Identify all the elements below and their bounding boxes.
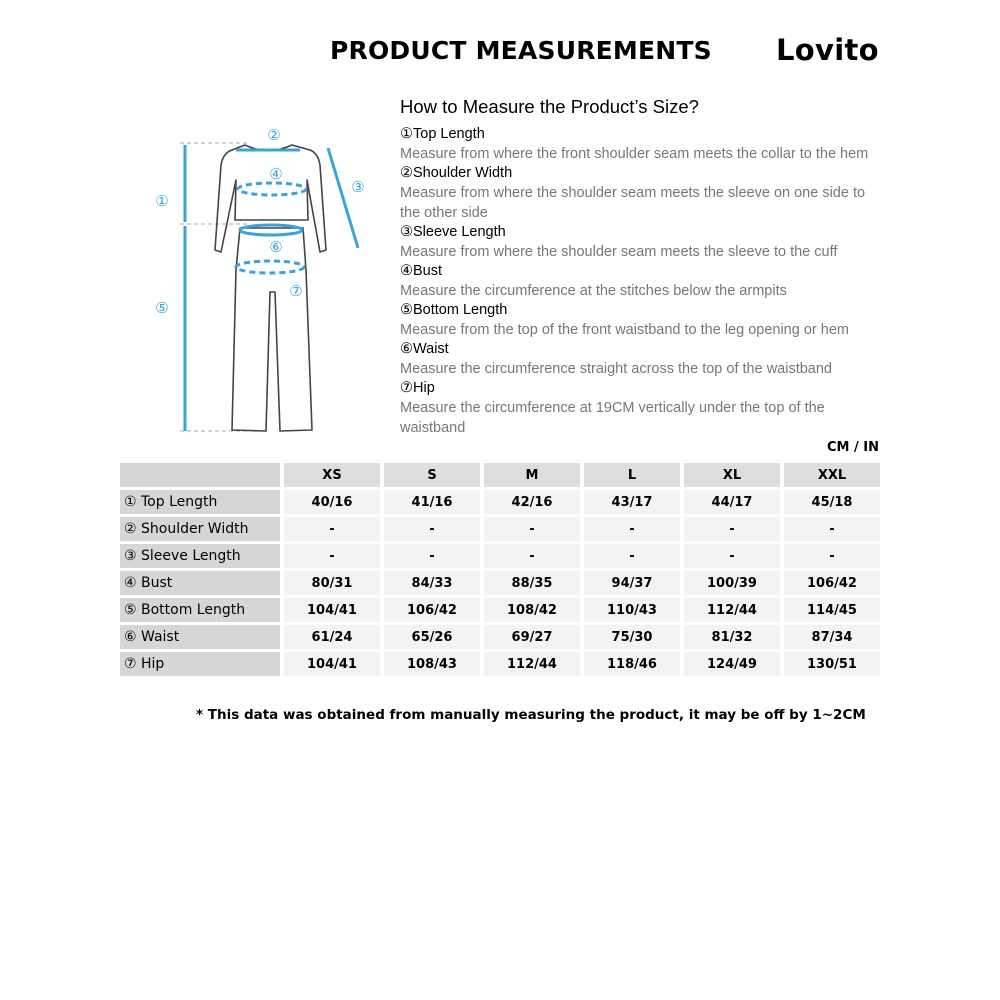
guide-number: ① [400, 126, 413, 142]
row-label: ② Shoulder Width [120, 517, 280, 541]
row-label: ⑥ Waist [120, 625, 280, 649]
guide-name: Bottom Length [413, 302, 508, 318]
table-row [120, 598, 880, 622]
table-cell: 88/35 [484, 571, 580, 595]
measurement-guide [400, 125, 880, 438]
marker-shoulder-width: ② [267, 126, 281, 144]
guide-name: Hip [413, 380, 435, 396]
guide-description: Measure from the top of the front waistband to the leg opening or hem [400, 322, 849, 338]
table-cell: 87/34 [784, 625, 880, 649]
table-cell: 61/24 [284, 625, 380, 649]
header-corner [120, 463, 280, 487]
table-cell: - [484, 517, 580, 541]
marker-bust: ④ [269, 165, 283, 183]
size-header: XL [684, 463, 780, 487]
table-cell: 43/17 [584, 490, 680, 514]
guide-item [400, 125, 880, 164]
table-row [120, 652, 880, 676]
garment-diagram [140, 120, 380, 440]
guide-number: ⑥ [400, 341, 413, 357]
size-header: XXL [784, 463, 880, 487]
table-cell: 42/16 [484, 490, 580, 514]
table-cell: 40/16 [284, 490, 380, 514]
guide-number: ④ [400, 263, 413, 279]
table-cell: - [384, 517, 480, 541]
marker-hip: ⑦ [289, 282, 303, 300]
pants-outline [232, 228, 312, 431]
table-row [120, 571, 880, 595]
guide-description: Measure the circumference straight across the top of the waistband [400, 361, 832, 377]
table-cell: 84/33 [384, 571, 480, 595]
guide-item [400, 262, 880, 301]
marker-top-length: ① [155, 192, 169, 210]
size-header: L [584, 463, 680, 487]
table-cell: 130/51 [784, 652, 880, 676]
marker-waist: ⑥ [269, 238, 283, 256]
table-row [120, 490, 880, 514]
guide-item [400, 223, 880, 262]
table-cell: - [384, 544, 480, 568]
table-cell: 106/42 [784, 571, 880, 595]
table-cell: 112/44 [484, 652, 580, 676]
row-label: ⑤ Bottom Length [120, 598, 280, 622]
page-title: PRODUCT MEASUREMENTS [330, 36, 712, 65]
table-cell: - [784, 544, 880, 568]
row-label: ④ Bust [120, 571, 280, 595]
waist-mark [240, 225, 302, 235]
guide-item [400, 301, 880, 340]
unit-label: CM / IN [827, 440, 879, 455]
table-cell: 80/31 [284, 571, 380, 595]
guide-number: ⑦ [400, 380, 413, 396]
table-cell: 114/45 [784, 598, 880, 622]
brand-logo: Lovito [776, 33, 879, 67]
guide-item [400, 164, 880, 223]
table-cell: 45/18 [784, 490, 880, 514]
table-cell: - [684, 544, 780, 568]
table-cell: - [284, 517, 380, 541]
table-cell: 100/39 [684, 571, 780, 595]
size-header: M [484, 463, 580, 487]
guide-description: Measure the circumference at the stitches below the armpits [400, 283, 787, 299]
table-cell: 112/44 [684, 598, 780, 622]
guide-name: Bust [413, 263, 443, 279]
size-table [116, 460, 884, 679]
marker-bottom-length: ⑤ [155, 299, 169, 317]
table-cell: 110/43 [584, 598, 680, 622]
table-cell: 104/41 [284, 652, 380, 676]
table-cell: 118/46 [584, 652, 680, 676]
size-header: XS [284, 463, 380, 487]
size-header: S [384, 463, 480, 487]
table-cell: - [684, 517, 780, 541]
table-cell: 81/32 [684, 625, 780, 649]
size-header-row [120, 463, 880, 487]
guide-name: Top Length [413, 126, 485, 142]
table-cell: - [484, 544, 580, 568]
table-cell: - [584, 517, 680, 541]
guide-item [400, 379, 880, 438]
footnote: * This data was obtained from manually measuring the product, it may be off by 1~2CM [196, 707, 866, 723]
guide-item [400, 340, 880, 379]
guide-number: ⑤ [400, 302, 413, 318]
hip-mark [236, 261, 304, 273]
guide-name: Sleeve Length [413, 224, 506, 240]
table-row [120, 544, 880, 568]
guide-number: ② [400, 165, 413, 181]
table-cell: 44/17 [684, 490, 780, 514]
guide-description: Measure the circumference at 19CM vertically under the top of the waistband [400, 400, 825, 436]
table-row [120, 625, 880, 649]
row-label: ① Top Length [120, 490, 280, 514]
guide-number: ③ [400, 224, 413, 240]
row-label: ③ Sleeve Length [120, 544, 280, 568]
table-cell: 41/16 [384, 490, 480, 514]
marker-sleeve-length: ③ [351, 178, 365, 196]
table-cell: 69/27 [484, 625, 580, 649]
table-cell: - [284, 544, 380, 568]
table-cell: 108/43 [384, 652, 480, 676]
table-cell: 65/26 [384, 625, 480, 649]
table-cell: 124/49 [684, 652, 780, 676]
guide-description: Measure from where the front shoulder seam meets the collar to the hem [400, 146, 869, 162]
guide-description: Measure from where the shoulder seam meets the sleeve to the cuff [400, 244, 838, 260]
table-cell: 106/42 [384, 598, 480, 622]
guide-name: Waist [413, 341, 449, 357]
sleeve-length-arrow [328, 148, 358, 248]
table-cell: - [584, 544, 680, 568]
table-cell: 104/41 [284, 598, 380, 622]
row-label: ⑦ Hip [120, 652, 280, 676]
table-cell: - [784, 517, 880, 541]
table-cell: 108/42 [484, 598, 580, 622]
table-cell: 75/30 [584, 625, 680, 649]
table-cell: 94/37 [584, 571, 680, 595]
guide-description: Measure from where the shoulder seam meets the sleeve on one side to the other side [400, 185, 866, 221]
guide-heading: How to Measure the Product’s Size? [400, 96, 699, 117]
table-row [120, 517, 880, 541]
bust-mark [238, 183, 306, 195]
guide-name: Shoulder Width [413, 165, 513, 181]
